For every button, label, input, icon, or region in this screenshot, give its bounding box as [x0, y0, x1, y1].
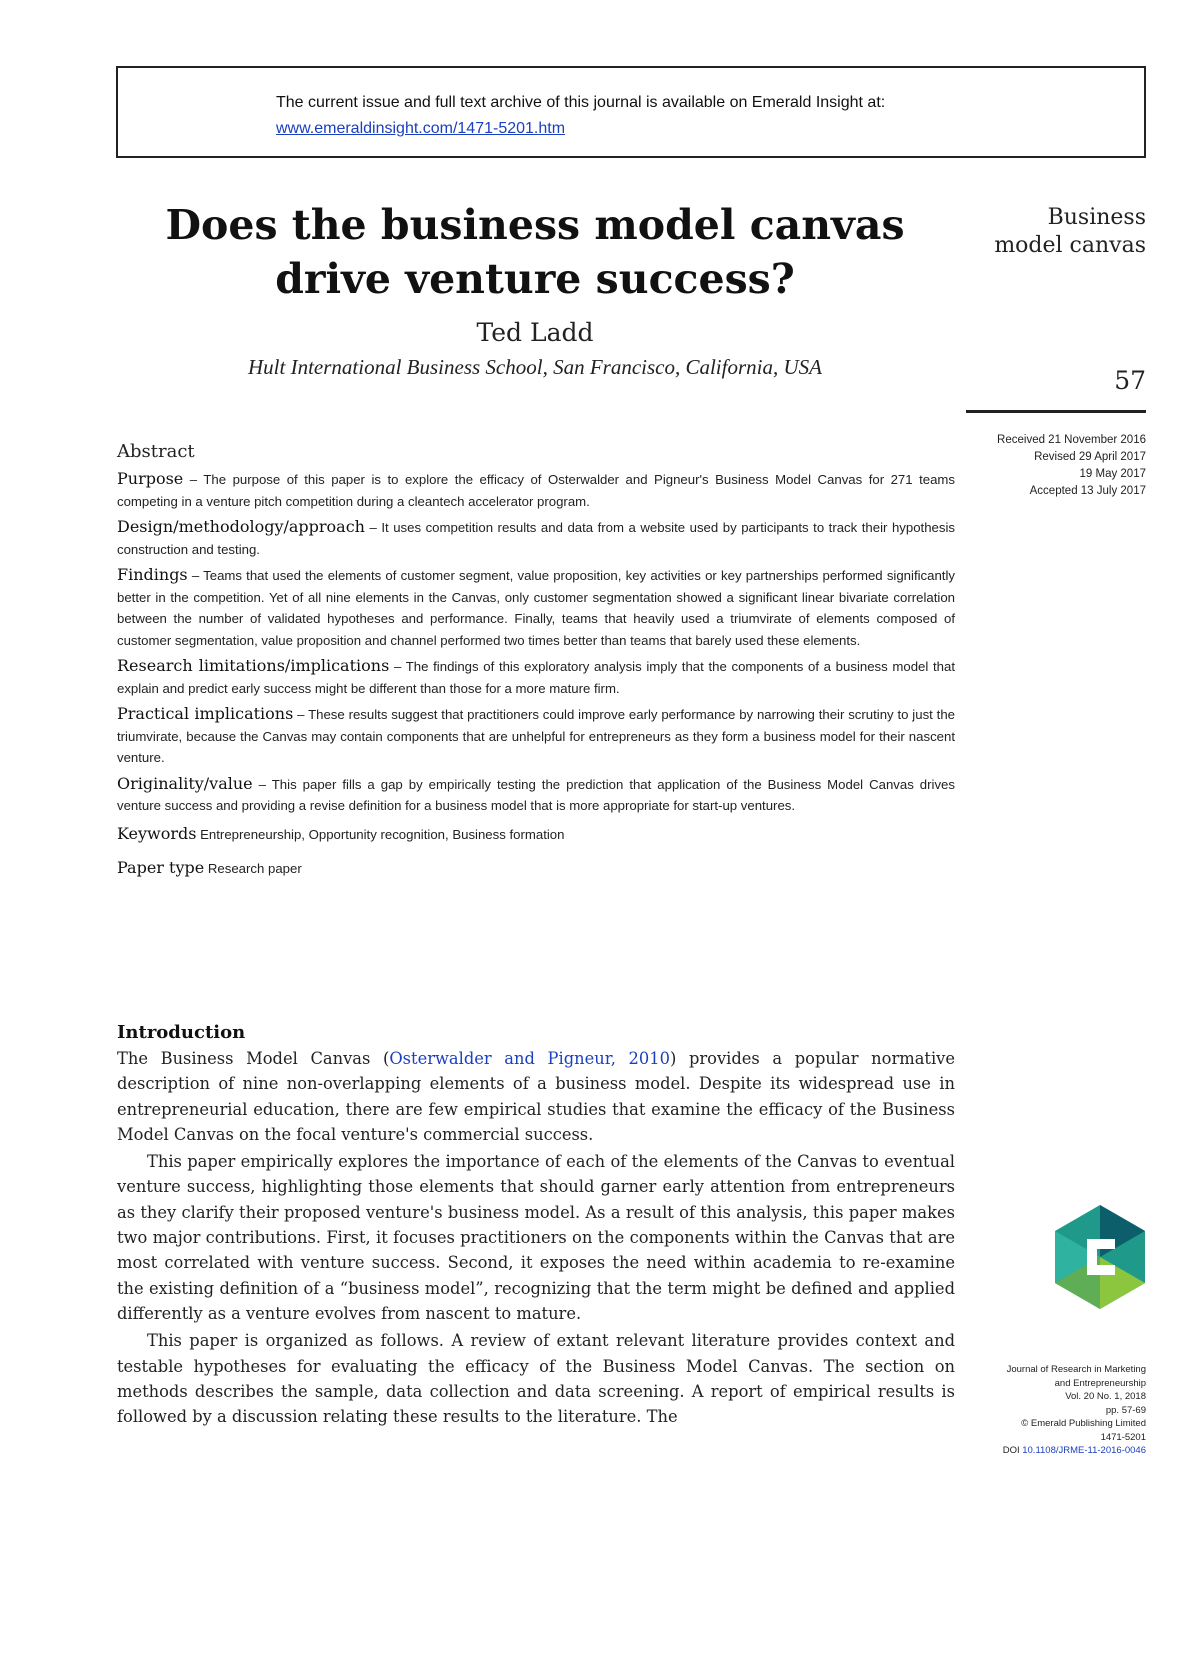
- availability-text: The current issue and full text archive of this journal is available on Emerald Insight at:: [276, 94, 886, 111]
- journal-info: [940, 1363, 1146, 1458]
- abstract-originality: [117, 773, 955, 817]
- journal-pages: pp. 57-69: [1105, 1404, 1146, 1416]
- abstract-label: Practical implications: [117, 704, 294, 723]
- running-head: [960, 204, 1146, 260]
- abstract-label: Findings: [117, 565, 188, 584]
- title-line-1: Does the business model canvas: [165, 201, 905, 249]
- history-revised-2: 19 May 2017: [1079, 468, 1146, 480]
- doi-label: DOI: [1002, 1445, 1023, 1456]
- journal-issn: 1471-5201: [1100, 1431, 1146, 1443]
- journal-doi: [940, 1444, 1146, 1458]
- margin-divider: [966, 410, 1146, 413]
- paper-type-text: Research paper: [207, 861, 302, 876]
- abstract-text: – The purpose of this paper is to explore the efficacy of Osterwalder and Pigneur's Business Model Canvas for 271 teams competing in a venture pitch competition during a cleantech accelerator program.: [117, 472, 955, 509]
- running-head-line-2: model canvas: [994, 233, 1146, 258]
- journal-name-line-2: and Entrepreneurship: [1054, 1377, 1146, 1389]
- keywords: [117, 823, 955, 846]
- availability-box: [116, 66, 1146, 158]
- abstract-practical-implications: [117, 703, 955, 769]
- history-accepted: Accepted 13 July 2017: [1029, 485, 1146, 497]
- running-head-line-1: Business: [1047, 205, 1146, 230]
- abstract-body: [117, 468, 955, 884]
- journal-volume: Vol. 20 No. 1, 2018: [1065, 1391, 1146, 1402]
- paper-type-label: Paper type: [117, 858, 205, 877]
- paragraph-3: This paper is organized as follows. A review of extant relevant literature provides context and testable hypotheses for evaluating the efficacy of the Business Model Canvas. The section on methods describes the sample, data collection and data screening. A report of empirical results is followed by a discussion relating these results to the literature. The: [117, 1331, 955, 1427]
- abstract-label: Research limitations/implications: [117, 656, 390, 675]
- author-name: Ted Ladd: [476, 318, 594, 347]
- keywords-text: Entrepreneurship, Opportunity recognition, Business formation: [200, 826, 565, 842]
- author-affiliation: Hult International Business School, San Francisco, California, USA: [248, 355, 822, 379]
- abstract-text: – The findings of this exploratory analysis imply that the components of a business model that explain and predict early success might be different than those for a more mature firm.: [117, 659, 955, 696]
- abstract-findings: [117, 564, 955, 651]
- abstract-text: – This paper fills a gap by empirically testing the prediction that application of the Business Model Canvas drives venture success and providing a revise definition for a business model that is more appropriate for start-up ventures.: [117, 776, 955, 813]
- abstract-heading: Abstract: [117, 441, 195, 462]
- abstract-text: – Teams that used the elements of customer segment, value proposition, key activities or key partnerships performed significantly better in the competition. Yet of all nine elements in the Canvas, only customer segmentation showed a significant linear bivariate correlation between the number of validated hypotheses and performance. Finally, teams that heavily used a triumvirate of elements composed of customer segmentation, value proposition and channel performed two times better than teams that barely used these elements.: [117, 568, 955, 648]
- history-received: Received 21 November 2016: [997, 434, 1146, 446]
- paragraph-2: This paper empirically explores the importance of each of the elements of the Canvas to eventual venture success, highlighting those elements that should garner early attention from entrepreneurs as they clarify their proposed venture's business model. As a result of this analysis, this paper makes two major contributions. First, it focuses practitioners on the components within the Canvas that are most correlated with venture success. Second, it exposes the need within academia to re-examine the existing definition of a “business model”, recognizing that the term might be defined and applied differently as a venture evolves from nascent to mature.: [117, 1152, 955, 1323]
- history-revised: Revised 29 April 2017: [1034, 451, 1146, 463]
- paper-type: [117, 857, 955, 880]
- paragraph-text: ) provides a popular normative description of nine non-overlapping elements of a business model. Despite its widespread use in entrepreneurial education, there are few empirical studies that examine the efficacy of the Business Model Canvas on the focal venture's commercial success.: [117, 1049, 955, 1144]
- abstract-purpose: [117, 468, 955, 512]
- abstract-label: Originality/value: [117, 773, 253, 793]
- abstract-text: – These results suggest that practitioners could improve early performance by narrowing their scrutiny to just the triumvirate, because the Canvas may contain components that are unhelpful for entrepreneurs as they form a business model for their nascent venture.: [117, 707, 956, 765]
- paragraph-1: [117, 1046, 955, 1147]
- keywords-label: Keywords: [117, 823, 197, 843]
- title-line-2: drive venture success?: [275, 255, 795, 303]
- doi-link[interactable]: 10.1108/JRME-11-2016-0046: [1022, 1445, 1146, 1456]
- introduction-body: [117, 1046, 955, 1431]
- journal-name-line-1: Journal of Research in Marketing: [1006, 1364, 1146, 1375]
- page-number: 57: [1114, 366, 1146, 395]
- abstract-design: [117, 516, 955, 560]
- emerald-logo-icon: [1055, 1205, 1145, 1309]
- abstract-label: Design/methodology/approach: [117, 517, 365, 536]
- citation-link[interactable]: Osterwalder and Pigneur, 2010: [389, 1049, 670, 1068]
- paragraph-text: The Business Model Canvas (: [117, 1049, 390, 1068]
- journal-copyright: © Emerald Publishing Limited: [1021, 1418, 1146, 1429]
- journal-archive-link[interactable]: www.emeraldinsight.com/1471-5201.htm: [276, 120, 566, 137]
- introduction-heading: Introduction: [117, 1022, 246, 1043]
- paper-title: [120, 198, 950, 306]
- article-history: [940, 432, 1146, 500]
- abstract-text: – It uses competition results and data from a website used by participants to track their hypothesis construction and testing.: [117, 520, 955, 557]
- abstract-label: Purpose: [117, 469, 184, 488]
- abstract-research-limitations: [117, 655, 955, 699]
